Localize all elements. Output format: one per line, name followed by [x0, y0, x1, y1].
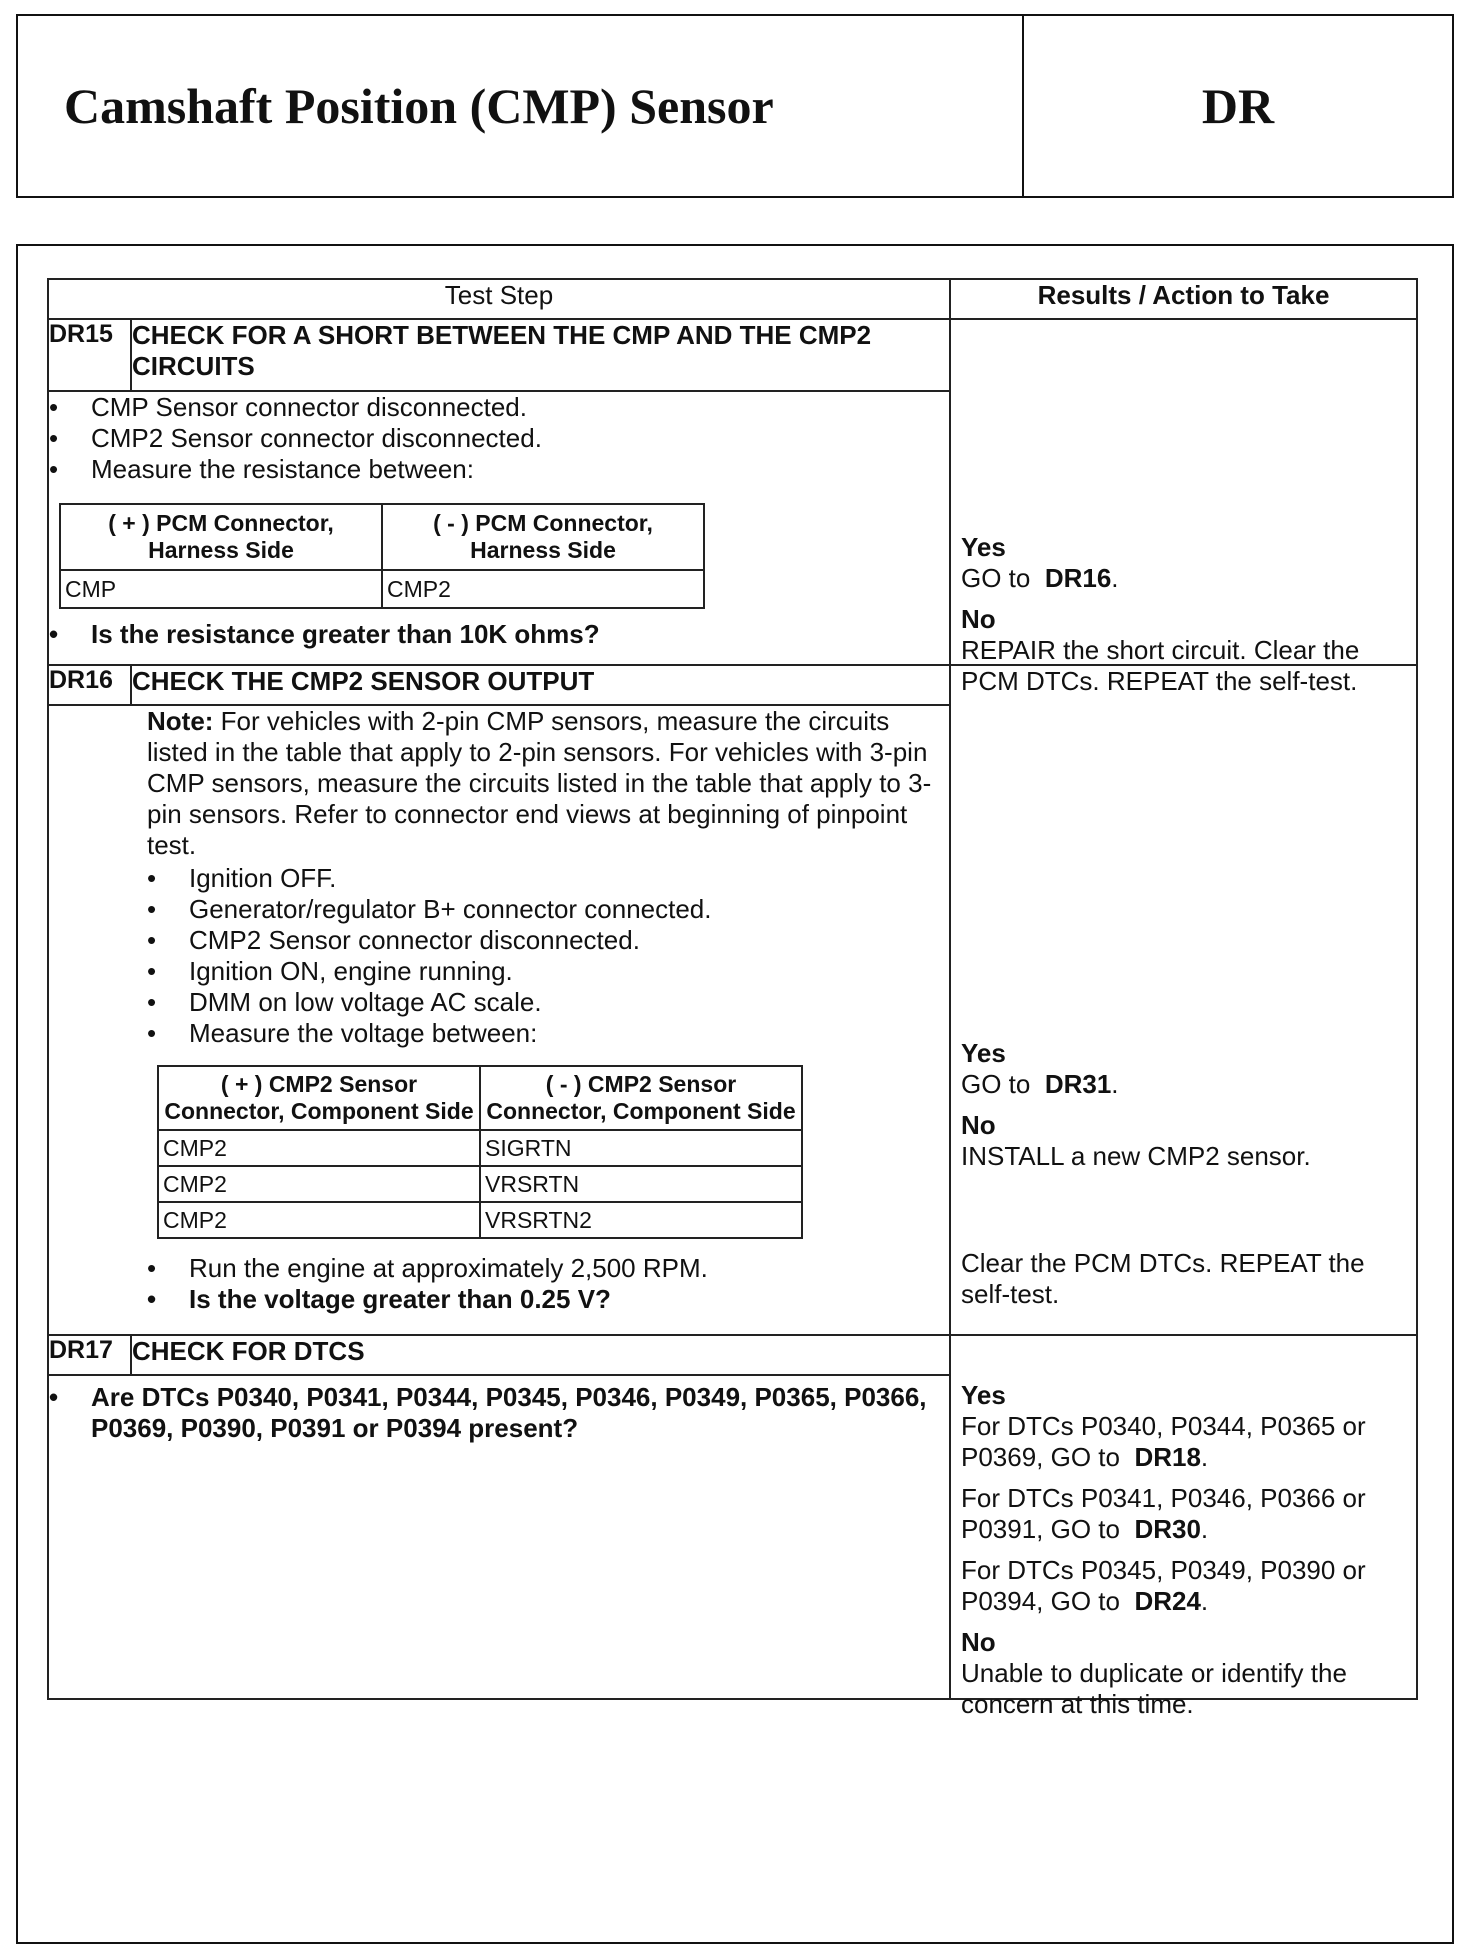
- column-header: ( + ) PCM Connector, Harness Side: [60, 504, 382, 570]
- no-action: INSTALL a new CMP2 sensor.: [961, 1141, 1311, 1171]
- yes-label: Yes: [961, 532, 1006, 562]
- yes-label: Yes: [961, 1038, 1006, 1068]
- list-item: • CMP Sensor connector disconnected.: [49, 392, 949, 423]
- step-code-dr16: DR16: [48, 665, 131, 705]
- page-title: Camshaft Position (CMP) Sensor: [64, 78, 774, 134]
- section-code: DR: [1022, 16, 1452, 196]
- yes-action: GO to DR16.: [961, 563, 1119, 593]
- list-item: • CMP2 Sensor connector disconnected.: [147, 925, 949, 956]
- step-ref: DR18: [1134, 1442, 1201, 1472]
- step-body-dr16: [48, 705, 950, 1335]
- page-header: [16, 14, 1454, 198]
- column-header: ( - ) CMP2 Sensor Connector, Component Side: [480, 1066, 802, 1130]
- voltage-table: [157, 1065, 803, 1239]
- results-header: Results / Action to Take: [950, 279, 1417, 319]
- table-cell: VRSRTN2: [480, 1202, 802, 1238]
- resistance-table: [59, 503, 705, 609]
- question-item: • Is the voltage greater than 0.25 V?: [147, 1284, 949, 1315]
- result-dr17: [950, 1335, 1417, 1719]
- table-cell: CMP: [60, 570, 382, 608]
- list-item: • Generator/regulator B+ connector connected.: [147, 894, 949, 925]
- table-cell: CMP2: [382, 570, 704, 608]
- question-item: • Is the resistance greater than 10K ohms?: [49, 619, 949, 650]
- table-cell: CMP2: [158, 1202, 480, 1238]
- yes-action: For DTCs P0345, P0349, P0390 or P0394, GO to DR24.: [961, 1555, 1366, 1616]
- step-ref: DR16: [1044, 563, 1112, 593]
- no-label: No: [961, 1627, 996, 1657]
- result-dr16: [950, 665, 1417, 1335]
- step-body-dr17: [48, 1375, 950, 1699]
- yes-label: Yes: [961, 1380, 1006, 1410]
- table-cell: SIGRTN: [480, 1130, 802, 1166]
- step-code-dr17: DR17: [48, 1335, 131, 1375]
- no-action: REPAIR the short circuit. Clear the PCM DTCs. REPEAT the self-test.: [961, 635, 1360, 696]
- table-cell: CMP2: [158, 1166, 480, 1202]
- step-ref: DR24: [1134, 1586, 1201, 1616]
- table-cell: CMP2: [158, 1130, 480, 1166]
- note-paragraph: Note: For vehicles with 2-pin CMP sensors, measure the circuits listed in the table that apply to 2-pin sensors. For vehicles with 3-pin CMP sensors, measure the circuits listed in the table that apply to 3-pin sensors. Refer to connector end views at beginning of pinpoint test.: [147, 706, 932, 860]
- step-body-dr15: [48, 391, 950, 665]
- list-item: • Ignition ON, engine running.: [147, 956, 949, 987]
- no-action: Unable to duplicate or identify the concern at this time.: [961, 1658, 1347, 1719]
- step-code-dr15: DR15: [48, 319, 131, 391]
- step-title-dr17: CHECK FOR DTCS: [131, 1335, 950, 1375]
- step-ref: DR31: [1044, 1069, 1112, 1099]
- step-title-dr16: CHECK THE CMP2 SENSOR OUTPUT: [131, 665, 950, 705]
- yes-action: GO to DR31.: [961, 1069, 1119, 1099]
- yes-action: For DTCs P0341, P0346, P0366 or P0391, GO to DR30.: [961, 1483, 1366, 1544]
- list-item: • CMP2 Sensor connector disconnected.: [49, 423, 949, 454]
- list-item: • Measure the voltage between:: [147, 1018, 949, 1049]
- list-item: • DMM on low voltage AC scale.: [147, 987, 949, 1018]
- list-item: • Measure the resistance between:: [49, 454, 949, 485]
- column-header: ( + ) CMP2 Sensor Connector, Component Side: [158, 1066, 480, 1130]
- result-dr15: [950, 319, 1417, 696]
- test-step-header: Test Step: [48, 279, 950, 319]
- list-item: • Ignition OFF.: [147, 863, 949, 894]
- column-header: ( - ) PCM Connector, Harness Side: [382, 504, 704, 570]
- no-label: No: [961, 604, 996, 634]
- list-item: • Run the engine at approximately 2,500 RPM.: [147, 1253, 949, 1284]
- yes-action: For DTCs P0340, P0344, P0365 or P0369, GO to DR18.: [961, 1411, 1366, 1472]
- question-item: • Are DTCs P0340, P0341, P0344, P0345, P0346, P0349, P0365, P0366, P0369, P0390, P0391 or P0394 present?: [49, 1382, 949, 1444]
- final-action: Clear the PCM DTCs. REPEAT the self-test.: [961, 1248, 1365, 1309]
- no-label: No: [961, 1110, 996, 1140]
- step-title-dr15: CHECK FOR A SHORT BETWEEN THE CMP AND THE CMP2 CIRCUITS: [131, 319, 950, 391]
- step-ref: DR30: [1134, 1514, 1201, 1544]
- pinpoint-test-table: [47, 278, 1418, 1719]
- table-cell: VRSRTN: [480, 1166, 802, 1202]
